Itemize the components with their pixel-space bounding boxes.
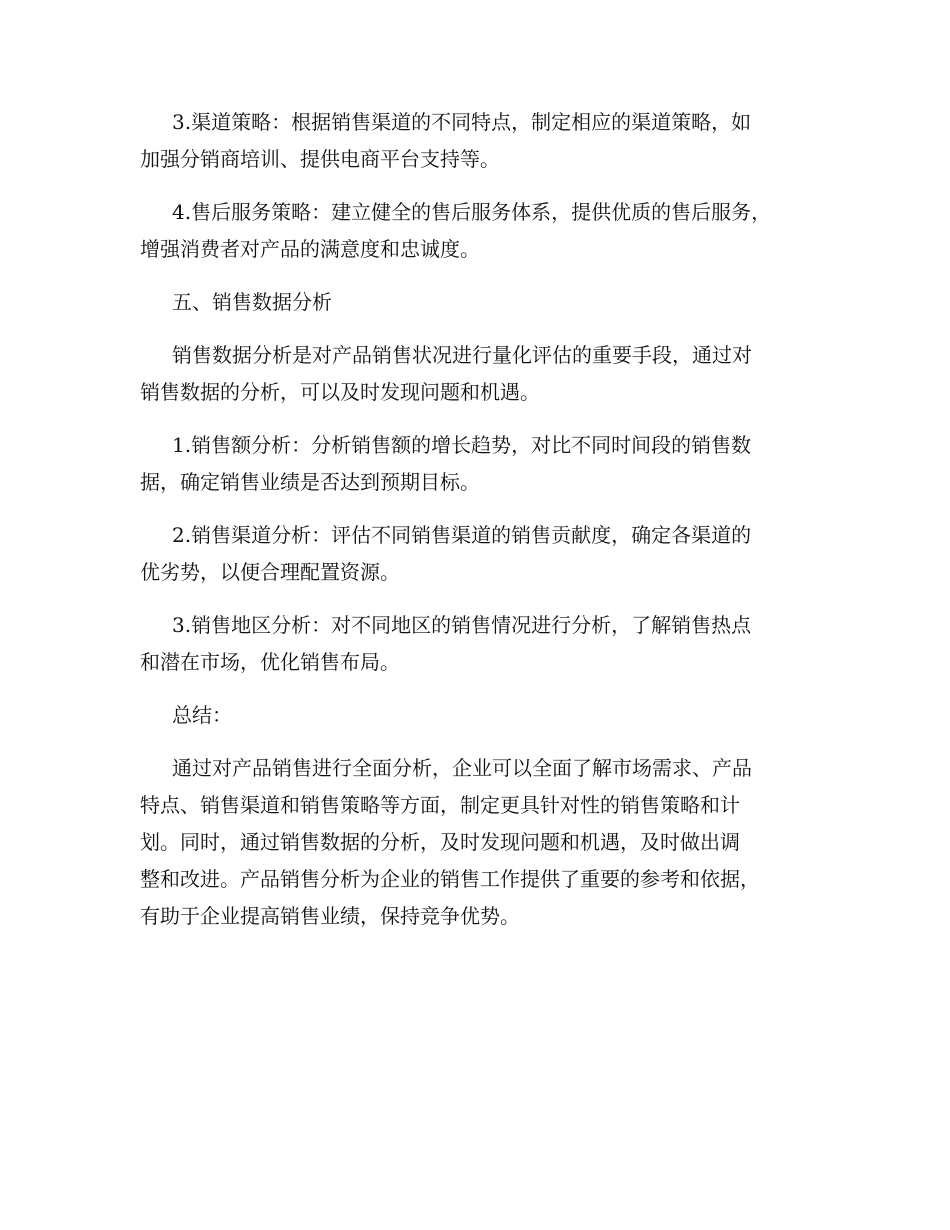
text-line: 通过对产品销售进行全面分析，企业可以全面了解市场需求、产品 [172,756,752,780]
text-line: 据，确定销售业绩是否达到预期目标。 [140,470,480,494]
text-line: 销售数据的分析，可以及时发现问题和机遇。 [140,380,540,404]
paragraph-sales-data-intro [140,337,830,411]
text-line: 3.销售地区分析：对不同地区的销售情况进行分析，了解销售热点 [172,613,752,637]
document-body [140,104,830,951]
paragraph-summary-body [140,750,830,935]
text-line: 划。同时，通过销售数据的分析，及时发现问题和机遇，及时做出调 [140,830,740,854]
text-line: 3.渠道策略：根据销售渠道的不同特点，制定相应的渠道策略，如 [172,110,752,134]
text-line: 销售数据分析是对产品销售状况进行量化评估的重要手段，通过对 [172,343,752,367]
text-line: 整和改进。产品销售分析为企业的销售工作提供了重要的参考和依据， [140,867,760,891]
heading-text: 总结： [172,703,232,727]
paragraph-sales-region-analysis [140,607,830,681]
paragraph-sales-volume-analysis [140,427,830,501]
paragraph-sales-channel-analysis [140,517,830,591]
section-heading-sales-data-analysis [140,284,830,321]
text-line: 1.销售额分析：分析销售额的增长趋势，对比不同时间段的销售数 [172,433,752,457]
text-line: 加强分销商培训、提供电商平台支持等。 [140,147,500,171]
text-line: 有助于企业提高销售业绩，保持竞争优势。 [140,904,520,928]
paragraph-after-sales-strategy [140,194,830,268]
text-line: 优劣势，以便合理配置资源。 [140,560,400,584]
text-line: 2.销售渠道分析：评估不同销售渠道的销售贡献度，确定各渠道的 [172,523,752,547]
text-line: 特点、销售渠道和销售策略等方面，制定更具针对性的销售策略和计 [140,793,740,817]
paragraph-channel-strategy [140,104,830,178]
section-heading-summary [140,697,830,734]
text-line: 增强消费者对产品的满意度和忠诚度。 [140,237,480,261]
text-line: 和潜在市场，优化销售布局。 [140,650,400,674]
text-line: 4.售后服务策略：建立健全的售后服务体系，提供优质的售后服务， [172,200,772,224]
heading-text: 五、销售数据分析 [172,290,332,314]
